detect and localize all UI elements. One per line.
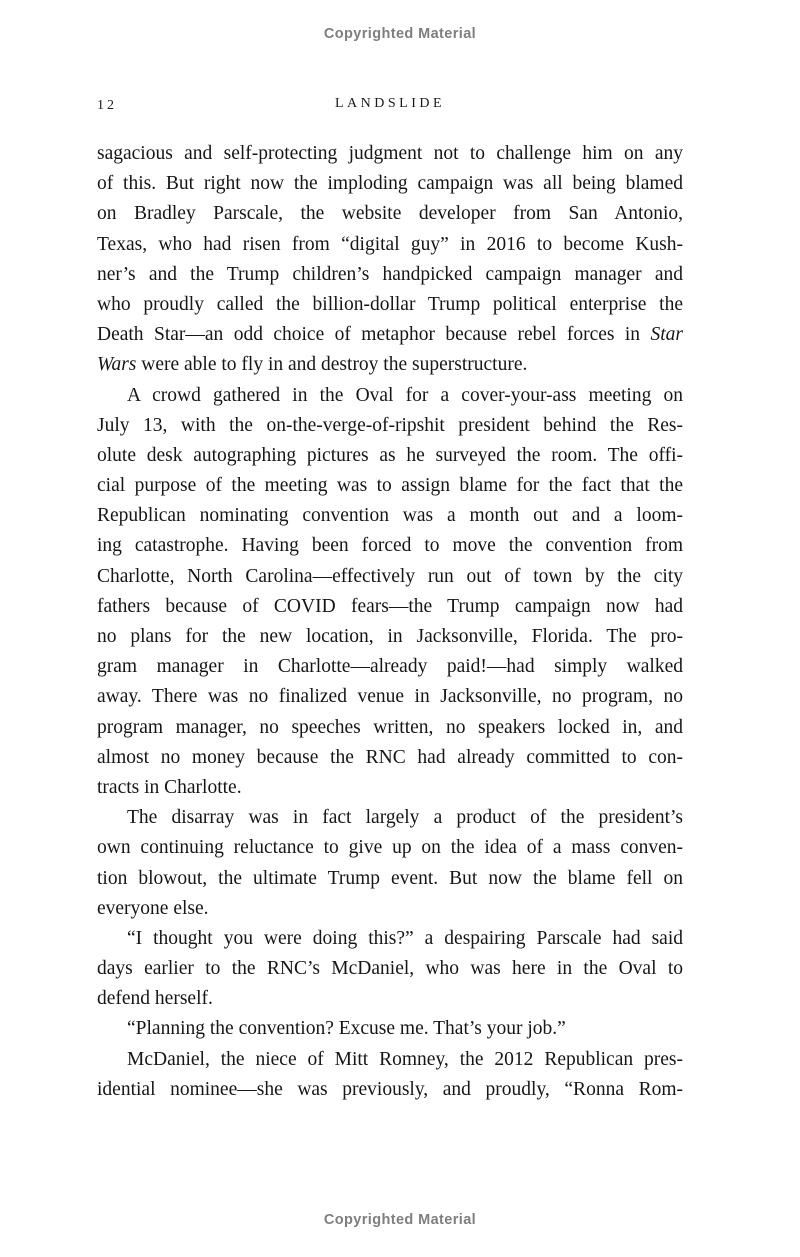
text-segment: tracts in Charlotte. (97, 776, 242, 798)
text-line (97, 531, 683, 561)
text-line (97, 169, 683, 199)
text-segment: Charlotte, North Carolina—effectively run out of town by the city (97, 565, 683, 587)
text-line (97, 803, 683, 833)
text-segment: everyone else. (97, 897, 209, 919)
text-line (97, 622, 683, 652)
text-line (97, 682, 683, 712)
text-line (97, 894, 683, 924)
page-body-text (97, 139, 683, 1105)
text-line (97, 411, 683, 441)
text-line (97, 441, 683, 471)
text-line (97, 713, 683, 743)
text-segment: July 13, with the on-the-verge-of-ripshit president behind the Res- (97, 414, 683, 436)
text-segment: “Planning the convention? Excuse me. That’s your job.” (127, 1018, 566, 1040)
text-segment: McDaniel, the niece of Mitt Romney, the 2012 Republican pres- (127, 1048, 683, 1070)
text-line (97, 350, 683, 380)
text-line (97, 592, 683, 622)
text-line (97, 199, 683, 229)
text-segment: A crowd gathered in the Oval for a cover-your-ass meeting on (127, 384, 683, 406)
text-line (97, 139, 683, 169)
text-segment: own continuing reluctance to give up on the idea of a mass conven- (97, 837, 683, 859)
text-segment: “I thought you were doing this?” a despairing Parscale had said (127, 927, 683, 949)
text-segment: The disarray was in fact largely a product of the president’s (127, 807, 683, 829)
text-segment: Texas, who had risen from “digital guy” in 2016 to become Kush- (97, 233, 683, 255)
text-segment: ner’s and the Trump children’s handpicked campaign manager and (97, 263, 683, 285)
text-line (97, 924, 683, 954)
text-segment: program manager, no speeches written, no speakers locked in, and (97, 716, 683, 738)
running-head-title: LANDSLIDE (334, 96, 446, 111)
text-segment: Republican nominating convention was a month out and a loom- (97, 505, 683, 527)
text-line (97, 773, 683, 803)
text-segment: of this. But right now the imploding campaign was all being blamed (97, 173, 683, 195)
text-segment: cial purpose of the meeting was to assign blame for the fact that the (97, 475, 683, 497)
text-line (97, 984, 683, 1014)
text-segment: on Bradley Parscale, the website developer from San Antonio, (97, 203, 683, 225)
text-line (97, 954, 683, 984)
text-line (97, 501, 683, 531)
text-segment: sagacious and self-protecting judgment not to challenge him on any (97, 143, 683, 164)
text-segment: were able to fly in and destroy the superstructure. (136, 354, 528, 376)
text-segment: idential nominee—she was previously, and proudly, “Ronna Rom- (97, 1078, 683, 1100)
italic-text-segment: Star (650, 324, 683, 346)
text-line (97, 864, 683, 894)
text-line (97, 381, 683, 411)
text-segment: Death Star—an odd choice of metaphor because rebel forces in (97, 324, 651, 346)
italic-text-segment: Wars (97, 354, 137, 376)
page-number: 12 (97, 98, 117, 113)
text-line (97, 320, 683, 350)
copyright-notice-bottom: Copyrighted Material (323, 1212, 477, 1228)
copyright-notice-top: Copyrighted Material (323, 26, 477, 42)
text-line (97, 290, 683, 320)
text-segment: away. There was no finalized venue in Jacksonville, no program, no (97, 686, 683, 708)
text-segment: tion blowout, the ultimate Trump event. But now the blame fell on (97, 867, 683, 889)
text-segment: no plans for the new location, in Jacksonville, Florida. The pro- (97, 626, 683, 647)
text-segment: days earlier to the RNC’s McDaniel, who was here in the Oval to (97, 958, 683, 980)
page-header (97, 96, 683, 116)
text-segment: fathers because of COVID fears—the Trump campaign now had (97, 595, 683, 617)
text-line (97, 1075, 683, 1105)
text-line (97, 1014, 683, 1044)
text-line (97, 230, 683, 260)
text-line (97, 260, 683, 290)
text-segment: ing catastrophe. Having been forced to move the convention from (97, 535, 683, 557)
text-line (97, 1045, 683, 1075)
text-line (97, 743, 683, 773)
text-segment: gram manager in Charlotte—already paid!—had simply walked (97, 656, 683, 678)
text-segment: almost no money because the RNC had already committed to con- (97, 746, 683, 768)
text-segment: who proudly called the billion-dollar Trump political enterprise the (97, 293, 683, 315)
text-segment: olute desk autographing pictures as he surveyed the room. The offi- (97, 444, 683, 466)
text-line (97, 833, 683, 863)
text-line (97, 652, 683, 682)
text-line (97, 562, 683, 592)
text-segment: defend herself. (97, 988, 213, 1010)
text-line (97, 471, 683, 501)
